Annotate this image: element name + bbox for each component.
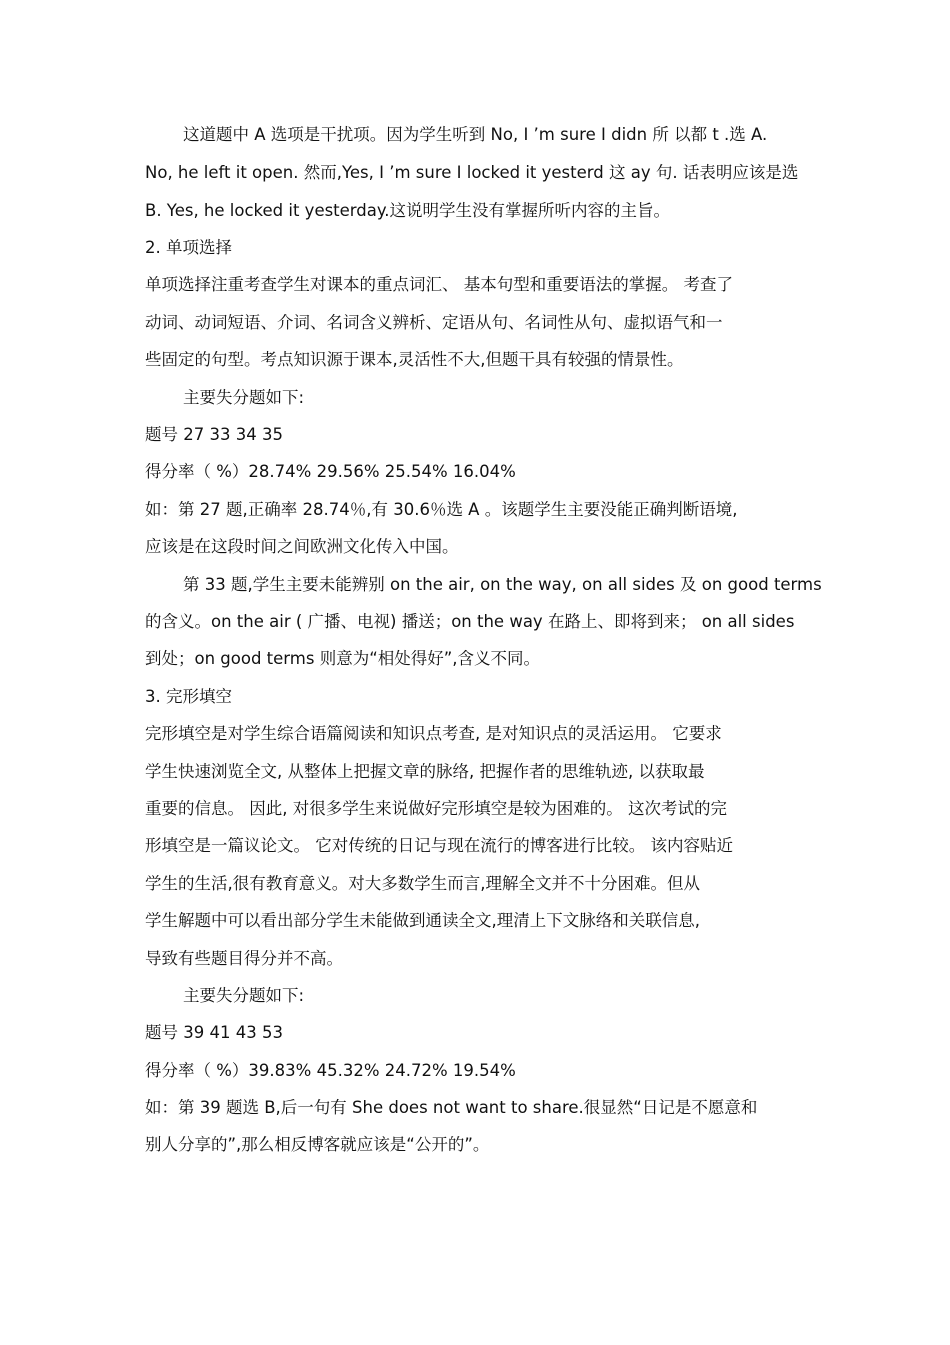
paragraph-line-20: 形填空是一篇议论文。 它对传统的日记与现在流行的博客进行比较。 该内容贴近 xyxy=(145,836,733,855)
paragraph-line-3: B. Yes, he locked it yesterday.这说明学生没有掌握所听内容的主旨。 xyxy=(145,201,671,220)
paragraph-line-11: 如：第 27 题,正确率 28.74％,有 30.6％选 A 。该题学生主要没能正确判断语境, xyxy=(145,500,738,519)
paragraph-line-17: 完形填空是对学生综合语篇阅读和知识点考查, 是对知识点的灵活运用。 它要求 xyxy=(145,724,722,743)
paragraph-line-2: No, he left it open. 然而,Yes, I ’m sure I locked it yesterd 这 ay 句. 话表明应该是选 xyxy=(145,163,799,182)
paragraph-line-23: 导致有些题目得分并不高。 xyxy=(145,949,343,968)
question-number-line: 题号 27 33 34 35 xyxy=(145,425,283,444)
paragraph-line-12: 应该是在这段时间之间欧洲文化传入中国。 xyxy=(145,537,459,556)
paragraph-line-19: 重要的信息。 因此, 对很多学生来说做好完形填空是较为困难的。 这次考试的完 xyxy=(145,799,727,818)
paragraph-line-13: 第 33 题,学生主要未能辨别 on the air, on the way, on all sides 及 on good terms xyxy=(183,575,822,594)
paragraph-line-24: 主要失分题如下: xyxy=(183,986,305,1005)
paragraph-line-6: 动词、动词短语、介词、名词含义辨析、定语从句、名词性从句、虚拟语气和一 xyxy=(145,313,723,332)
section-heading-cloze: 3. 完形填空 xyxy=(145,687,232,706)
paragraph-line-1: 这道题中 A 选项是干扰项。因为学生听到 No, I ’m sure I didn 所 以都 t .选 A. xyxy=(183,125,768,144)
paragraph-line-5: 单项选择注重考查学生对课本的重点词汇、 基本句型和重要语法的掌握。 考查了 xyxy=(145,275,733,294)
score-rate-line: 得分率（ %）28.74% 29.56% 25.54% 16.04% xyxy=(145,462,516,481)
paragraph-line-22: 学生解题中可以看出部分学生未能做到通读全文,理清上下文脉络和关联信息, xyxy=(145,911,700,930)
paragraph-line-28: 别人分享的”,那么相反博客就应该是“公开的”。 xyxy=(145,1135,490,1154)
paragraph-line-21: 学生的生活,很有教育意义。对大多数学生而言,理解全文并不十分困难。但从 xyxy=(145,874,700,893)
paragraph-line-18: 学生快速浏览全文, 从整体上把握文章的脉络, 把握作者的思维轨迹, 以获取最 xyxy=(145,762,705,781)
question-number-line-2: 题号 39 41 43 53 xyxy=(145,1023,283,1042)
paragraph-line-8: 主要失分题如下: xyxy=(183,388,305,407)
paragraph-line-7: 些固定的句型。考点知识源于课本,灵活性不大,但题干具有较强的情景性。 xyxy=(145,350,684,369)
paragraph-line-14: 的含义。on the air ( 广播、电视) 播送；on the way 在路上、即将到来； on all sides xyxy=(145,612,795,631)
paragraph-line-27: 如：第 39 题选 B,后一句有 She does not want to share.很显然“日记是不愿意和 xyxy=(145,1098,758,1117)
paragraph-line-15: 到处；on good terms 则意为“相处得好”,含义不同。 xyxy=(145,649,541,668)
score-rate-line-2: 得分率（ %）39.83% 45.32% 24.72% 19.54% xyxy=(145,1061,516,1080)
section-heading-single-choice: 2. 单项选择 xyxy=(145,238,232,257)
